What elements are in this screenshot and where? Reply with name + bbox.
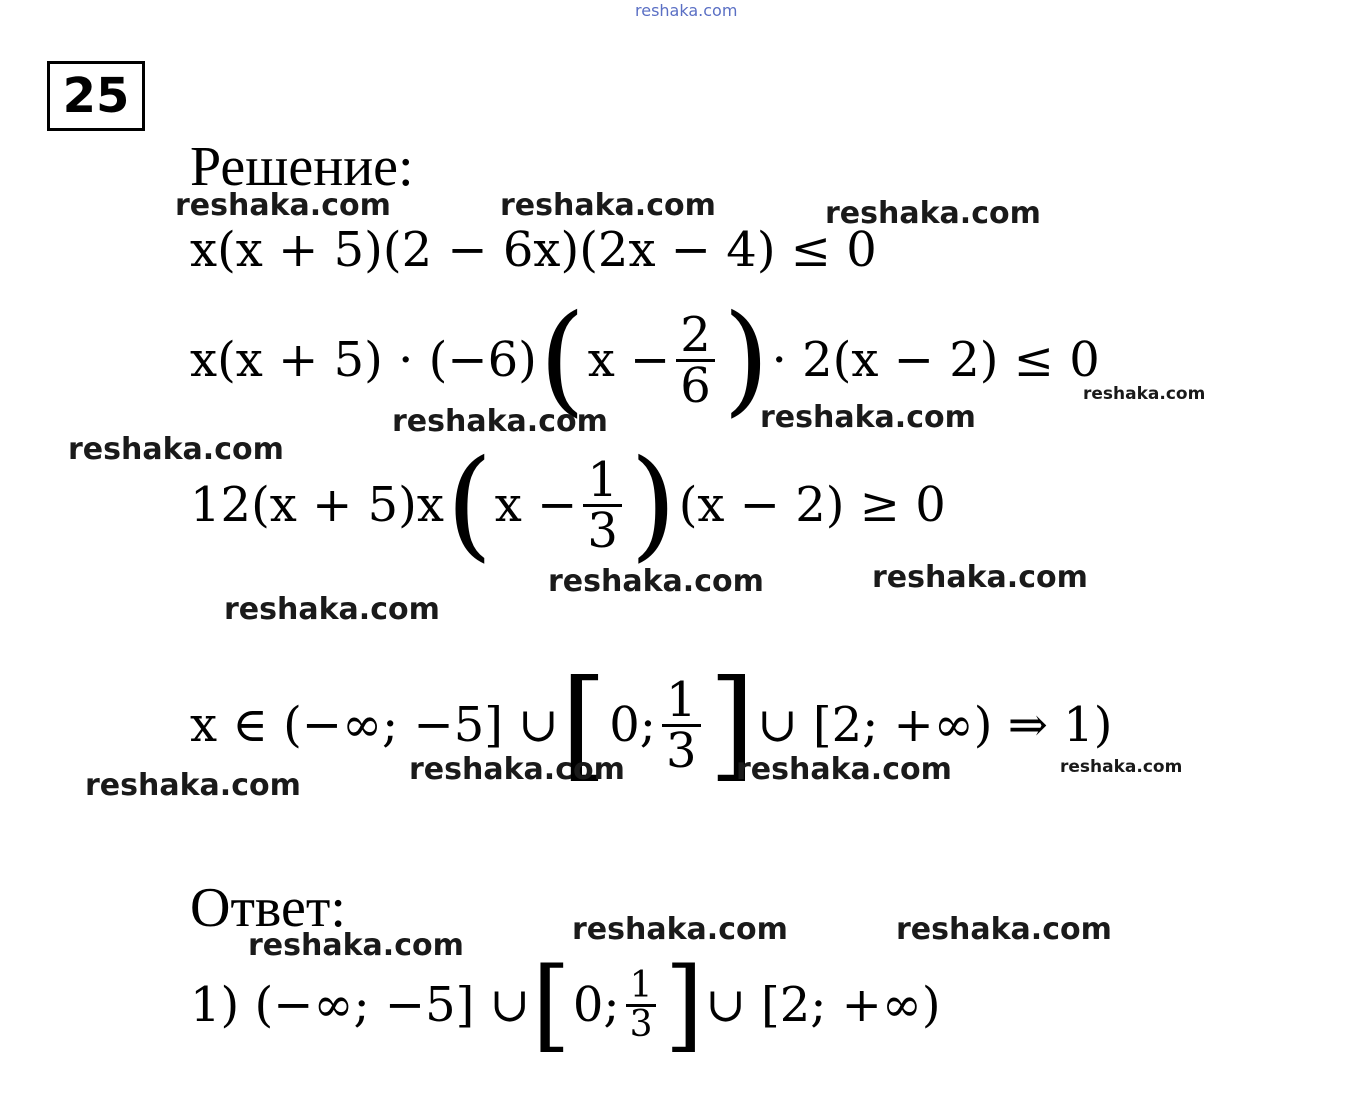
equation-line-4-zero: 0; <box>609 697 656 753</box>
watermark: reshaka.com <box>896 912 1112 947</box>
watermark: reshaka.com <box>1060 757 1183 777</box>
answer-line-zero: 0; <box>572 977 620 1033</box>
fraction-1-3 <box>626 964 657 1045</box>
task-number: 25 <box>62 68 130 124</box>
left-paren: ( <box>538 290 586 429</box>
right-bracket: ] <box>708 655 756 794</box>
watermark: reshaka.com <box>760 400 976 435</box>
answer-line-post: ∪ [2; +∞) <box>705 977 941 1033</box>
right-paren: ) <box>629 435 677 574</box>
watermark: reshaka.com <box>248 928 464 963</box>
equation-line-2-pre: x(x + 5) · (−6) <box>190 332 537 388</box>
equation-line-3 <box>190 435 946 574</box>
fraction-2-6 <box>676 306 715 414</box>
equation-line-4 <box>190 655 1113 794</box>
watermark: reshaka.com <box>572 912 788 947</box>
equation-line-3-x: x − <box>494 477 578 533</box>
equation-line-1-text: x(x + 5)(2 − 6x)(2x − 4) ≤ 0 <box>190 222 877 278</box>
watermark: reshaka.com <box>736 752 952 787</box>
equation-line-3-pre: 12(x + 5)x <box>190 477 444 533</box>
left-bracket: [ <box>560 655 608 794</box>
fraction-numerator: 2 <box>680 306 711 363</box>
watermark: reshaka.com <box>224 592 440 627</box>
watermark: reshaka.com <box>1083 384 1206 404</box>
fraction-denominator: 6 <box>676 359 715 410</box>
equation-line-4-post: ∪ [2; +∞) ⇒ 1) <box>757 697 1113 753</box>
watermark: reshaka.com <box>872 560 1088 595</box>
answer-line-pre: 1) (−∞; −5] ∪ <box>190 977 530 1033</box>
solution-heading: Решение: <box>190 136 414 198</box>
answer-heading: Ответ: <box>190 877 346 939</box>
equation-line-1 <box>190 222 877 278</box>
watermark: reshaka.com <box>500 188 716 223</box>
watermark: reshaka.com <box>548 564 764 599</box>
site-watermark-top: reshaka.com <box>635 1 738 20</box>
watermark: reshaka.com <box>85 768 301 803</box>
task-number-badge <box>47 61 145 131</box>
fraction-1-3 <box>583 451 622 559</box>
fraction-numerator: 1 <box>629 964 653 1006</box>
right-paren: ) <box>722 290 770 429</box>
equation-line-3-post: (x − 2) ≥ 0 <box>678 477 946 533</box>
fraction-denominator: 3 <box>626 1004 657 1043</box>
fraction-1-3 <box>662 671 701 779</box>
watermark: reshaka.com <box>392 404 608 439</box>
equation-line-4-pre: x ∈ (−∞; −5] ∪ <box>190 697 559 753</box>
fraction-denominator: 3 <box>662 724 701 775</box>
watermark: reshaka.com <box>68 432 284 467</box>
watermark: reshaka.com <box>409 752 625 787</box>
equation-line-2-x: x − <box>587 332 671 388</box>
equation-line-2-post: · 2(x − 2) ≤ 0 <box>771 332 1100 388</box>
fraction-denominator: 3 <box>583 504 622 555</box>
watermark: reshaka.com <box>175 188 391 223</box>
fraction-numerator: 1 <box>587 451 618 508</box>
left-paren: ( <box>445 435 493 574</box>
left-bracket: [ <box>531 946 571 1063</box>
right-bracket: ] <box>664 946 704 1063</box>
fraction-numerator: 1 <box>665 671 697 728</box>
answer-line <box>190 946 941 1063</box>
watermark: reshaka.com <box>825 196 1041 231</box>
